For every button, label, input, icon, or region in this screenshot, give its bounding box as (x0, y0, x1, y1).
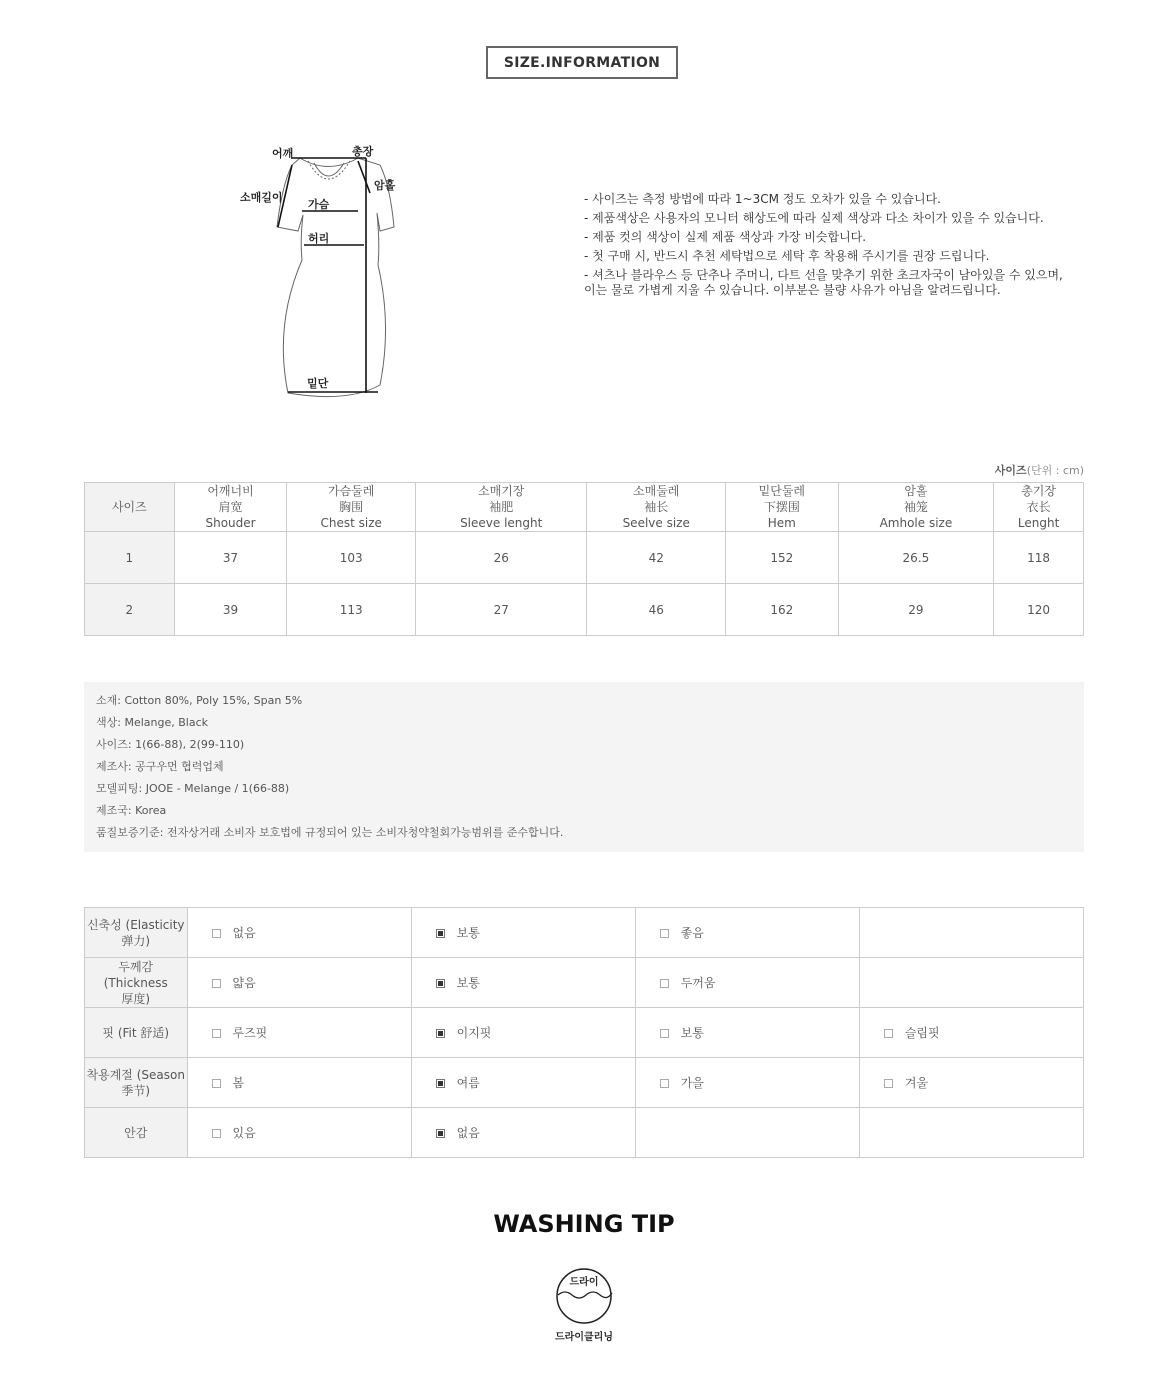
size-value-cell: 113 (287, 584, 416, 636)
diagram-label-sleeve: 소매길이 (240, 191, 283, 204)
size-table (84, 482, 1084, 636)
attribute-option-label: 루즈핏 (232, 1026, 268, 1040)
size-value-cell: 118 (994, 532, 1084, 584)
note-item: - 제품 컷의 색상이 실제 제품 색상과 가장 비슷합니다. (584, 230, 867, 244)
attribute-option-cell[interactable] (411, 1008, 635, 1058)
attribute-option-label: 있음 (232, 1126, 256, 1140)
attribute-option-cell[interactable] (187, 1108, 411, 1158)
attribute-option-cell[interactable] (411, 958, 635, 1008)
attribute-label: 핏 (Fit 舒适) (85, 1008, 188, 1058)
attribute-option-cell[interactable] (187, 958, 411, 1008)
note-item: - 셔츠나 블라우스 등 단추나 주머니, 다트 선을 맞추기 위한 초크자국이 남아있을 수 있으며, 이는 물로 가볍게 지울 수 있습니다. 이부분은 불량 사유가 아님을 알려드립니다. (584, 268, 1063, 297)
info-line: 사이즈: 1(66-88), 2(99-110) (96, 738, 245, 751)
size-value-cell: 152 (726, 532, 839, 584)
size-value-cell: 26 (415, 532, 586, 584)
unit-text: (단위 : cm) (1026, 464, 1084, 477)
checkbox-empty-icon[interactable] (212, 1029, 221, 1038)
size-value-cell: 26.5 (838, 532, 994, 584)
attribute-option-label: 보통 (456, 926, 480, 940)
size-col-sleeve-length: 소매기장 袖肥 Sleeve lenght (415, 483, 586, 532)
size-label-cell: 2 (85, 584, 175, 636)
attribute-option-label: 봄 (232, 1076, 245, 1090)
product-info-box (84, 682, 1084, 852)
page-title: SIZE.INFORMATION (486, 46, 678, 79)
size-col-sleeve-size: 소매둘레 袖长 Seelve size (587, 483, 726, 532)
checkbox-checked-icon[interactable] (436, 929, 445, 938)
note-item: - 첫 구매 시, 반드시 추천 세탁법으로 세탁 후 착용해 주시기를 권장 드립니다. (584, 249, 990, 263)
info-line: 색상: Melange, Black (96, 716, 208, 729)
size-col-shoulder: 어깨너비 肩宽 Shouder (174, 483, 287, 532)
table-row (85, 532, 1084, 584)
attribute-option-cell[interactable] (187, 908, 411, 958)
unit-caption (995, 462, 1084, 478)
info-line: 모델피팅: JOOE - Melange / 1(66-88) (96, 782, 290, 795)
attribute-option-label: 여름 (456, 1076, 480, 1090)
attribute-option-label: 좋음 (680, 926, 704, 940)
info-line: 제조국: Korea (96, 804, 167, 817)
checkbox-empty-icon[interactable] (212, 1129, 221, 1138)
attribute-label: 신축성 (Elasticity 弹力) (85, 908, 188, 958)
diagram-label-shoulder: 어깨 (272, 147, 294, 160)
attribute-option-cell[interactable] (411, 1058, 635, 1108)
attribute-option-label: 없음 (232, 926, 256, 940)
attribute-option-label: 슬림핏 (904, 1026, 940, 1040)
dress-outline-icon (230, 135, 430, 410)
attribute-option-label: 얇음 (232, 976, 256, 990)
attribute-option-cell (859, 1108, 1083, 1158)
attribute-option-cell[interactable] (411, 1108, 635, 1158)
size-col-chest: 가슴둘레 胸围 Chest size (287, 483, 416, 532)
attribute-row (85, 958, 1084, 1008)
checkbox-checked-icon[interactable] (436, 1029, 445, 1038)
attribute-option-label: 두꺼움 (680, 976, 716, 990)
info-line: 품질보증기준: 전자상거래 소비자 보호법에 규정되어 있는 소비자청약철회가능범위를 준수합니다. (96, 826, 564, 839)
note-item: - 제품색상은 사용자의 모니터 해상도에 따라 실제 색상과 다소 차이가 있을 수 있습니다. (584, 211, 1044, 225)
attribute-option-cell[interactable] (187, 1058, 411, 1108)
table-row (85, 584, 1084, 636)
checkbox-empty-icon[interactable] (660, 929, 669, 938)
size-value-cell: 29 (838, 584, 994, 636)
attribute-option-cell[interactable] (635, 1008, 859, 1058)
attribute-label: 안감 (85, 1108, 188, 1158)
diagram-label-length: 총장 (352, 145, 374, 158)
attribute-option-label: 가을 (680, 1076, 704, 1090)
checkbox-checked-icon[interactable] (436, 979, 445, 988)
attribute-option-label: 보통 (680, 1026, 704, 1040)
dry-clean-icon (555, 1267, 615, 1327)
checkbox-empty-icon[interactable] (660, 1029, 669, 1038)
size-value-cell: 37 (174, 532, 287, 584)
attribute-option-cell[interactable] (411, 908, 635, 958)
size-col-length: 총기장 衣长 Lenght (994, 483, 1084, 532)
diagram-label-chest: 가슴 (308, 198, 330, 211)
dry-clean-icon-text: 드라이 (569, 1277, 599, 1288)
attribute-option-label: 보통 (456, 976, 480, 990)
attribute-row (85, 908, 1084, 958)
size-value-cell: 46 (587, 584, 726, 636)
size-col-armhole: 암홀 袖笼 Amhole size (838, 483, 994, 532)
attribute-option-label: 이지핏 (456, 1026, 492, 1040)
attribute-table (84, 907, 1084, 1158)
attribute-option-cell[interactable] (187, 1008, 411, 1058)
size-value-cell: 162 (726, 584, 839, 636)
size-label-cell: 1 (85, 532, 175, 584)
checkbox-empty-icon[interactable] (660, 979, 669, 988)
attribute-option-cell[interactable] (635, 958, 859, 1008)
attribute-option-cell[interactable] (635, 908, 859, 958)
size-corner-cell: 사이즈 (85, 483, 175, 532)
attribute-label: 두께감 (Thickness 厚度) (85, 958, 188, 1008)
size-value-cell: 103 (287, 532, 416, 584)
attribute-option-label: 겨울 (904, 1076, 929, 1090)
washing-label: 드라이클리닝 (555, 1332, 613, 1343)
attribute-option-cell[interactable] (859, 1008, 1083, 1058)
checkbox-checked-icon[interactable] (436, 1079, 445, 1088)
washing-tip-title: WASHING TIP (493, 1210, 675, 1238)
size-value-cell: 120 (994, 584, 1084, 636)
checkbox-empty-icon[interactable] (212, 929, 221, 938)
attribute-row (85, 1058, 1084, 1108)
unit-label: 사이즈 (994, 464, 1027, 477)
attribute-option-cell (859, 958, 1083, 1008)
size-value-cell: 27 (415, 584, 586, 636)
size-value-cell: 39 (174, 584, 287, 636)
dress-diagram (230, 135, 430, 410)
diagram-label-waist: 허리 (308, 232, 330, 245)
attribute-row (85, 1108, 1084, 1158)
checkbox-empty-icon[interactable] (212, 1079, 221, 1088)
attribute-row (85, 1008, 1084, 1058)
diagram-label-armhole: 암홀 (374, 179, 396, 192)
checkbox-empty-icon[interactable] (212, 979, 221, 988)
attribute-option-cell[interactable] (859, 1058, 1083, 1108)
size-table-header (85, 483, 1084, 532)
attribute-label: 착용계절 (Season 季节) (85, 1058, 188, 1108)
checkbox-empty-icon[interactable] (660, 1079, 669, 1088)
checkbox-empty-icon[interactable] (884, 1029, 893, 1038)
diagram-label-hem: 밑단 (307, 377, 329, 390)
attribute-option-cell (859, 908, 1083, 958)
size-col-hem: 밑단둘레 下摆围 Hem (726, 483, 839, 532)
info-line: 소재: Cotton 80%, Poly 15%, Span 5% (96, 694, 303, 707)
checkbox-checked-icon[interactable] (436, 1129, 445, 1138)
checkbox-empty-icon[interactable] (884, 1079, 893, 1088)
info-line: 제조사: 공구우먼 협력업체 (96, 760, 224, 773)
attribute-option-cell[interactable] (635, 1058, 859, 1108)
size-notes (584, 192, 1074, 302)
note-item: - 사이즈는 측정 방법에 따라 1~3CM 정도 오차가 있을 수 있습니다. (584, 192, 941, 206)
size-value-cell: 42 (587, 532, 726, 584)
attribute-option-cell (635, 1108, 859, 1158)
attribute-option-label: 없음 (456, 1126, 480, 1140)
